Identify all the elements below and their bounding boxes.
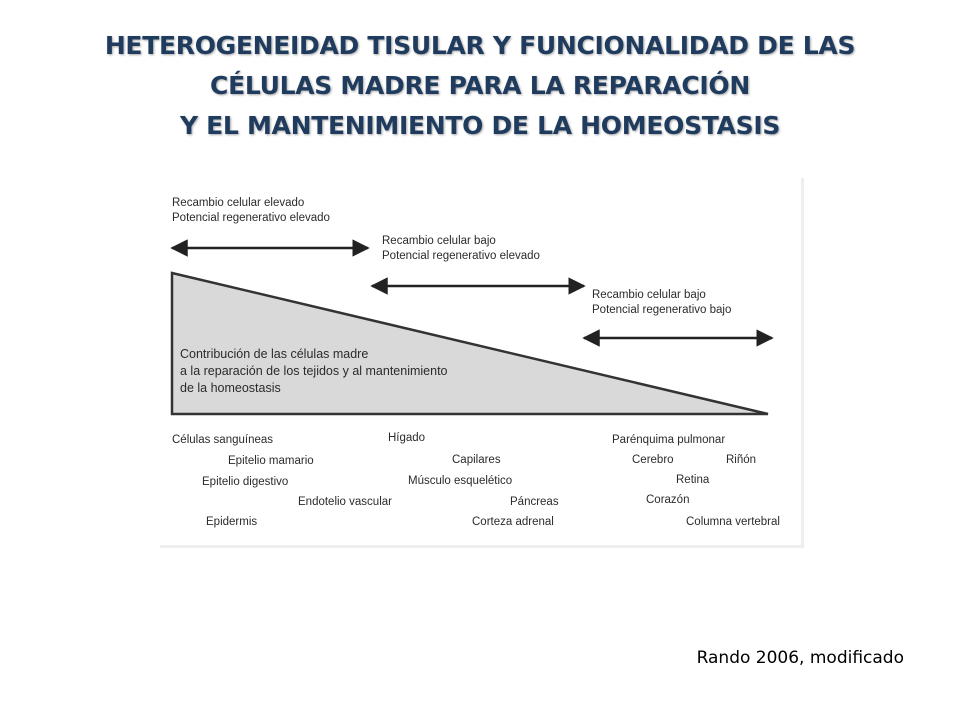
tissue-label: Parénquima pulmonar <box>612 434 726 446</box>
diagram-figure <box>160 178 804 548</box>
zone-2-line-1: Recambio celular bajo <box>382 235 496 247</box>
tissue-label: Retina <box>676 474 710 486</box>
title-line-3: Y EL MANTENIMIENTO DE LA HOMEOSTASIS <box>179 111 781 140</box>
wedge-label-line-2: a la reparación de los tejidos y al mantenimiento <box>180 364 448 378</box>
tissue-label: Corteza adrenal <box>472 516 554 528</box>
wedge-label <box>180 346 448 397</box>
tissue-label: Columna vertebral <box>686 516 780 528</box>
citation: Rando 2006, modificado <box>696 648 904 668</box>
zone-3-label <box>592 288 731 318</box>
slide-title <box>0 26 960 146</box>
tissue-label: Páncreas <box>510 496 559 508</box>
title-line-1: HETEROGENEIDAD TISULAR Y FUNCIONALIDAD DE LAS <box>104 31 856 60</box>
zone-2-line-2: Potencial regenerativo elevado <box>382 250 540 262</box>
tissue-label: Epidermis <box>206 516 258 528</box>
zone-1-line-1: Recambio celular elevado <box>172 197 305 209</box>
tissue-label: Capilares <box>452 454 501 466</box>
wedge-label-line-3: de la homeostasis <box>180 381 281 395</box>
tissue-label: Riñón <box>726 454 757 466</box>
tissue-label: Cerebro <box>632 454 674 466</box>
zone-1-label <box>172 196 330 226</box>
tissue-label: Endotelio vascular <box>298 496 392 508</box>
zone-3-line-1: Recambio celular bajo <box>592 289 706 301</box>
zone-1-line-2: Potencial regenerativo elevado <box>172 212 330 224</box>
title-line-2: CÉLULAS MADRE PARA LA REPARACIÓN <box>210 71 750 100</box>
tissue-label: Células sanguíneas <box>172 434 274 446</box>
tissue-label: Epitelio mamario <box>228 455 314 467</box>
zone-2-label <box>382 234 540 264</box>
tissue-label: Epitelio digestivo <box>202 476 289 488</box>
tissue-label: Hígado <box>388 432 426 444</box>
zone-3-line-2: Potencial regenerativo bajo <box>592 304 732 316</box>
tissue-label: Músculo esquelético <box>408 475 513 487</box>
tissue-label: Corazón <box>646 494 690 506</box>
wedge-label-line-1: Contribución de las células madre <box>180 347 369 361</box>
